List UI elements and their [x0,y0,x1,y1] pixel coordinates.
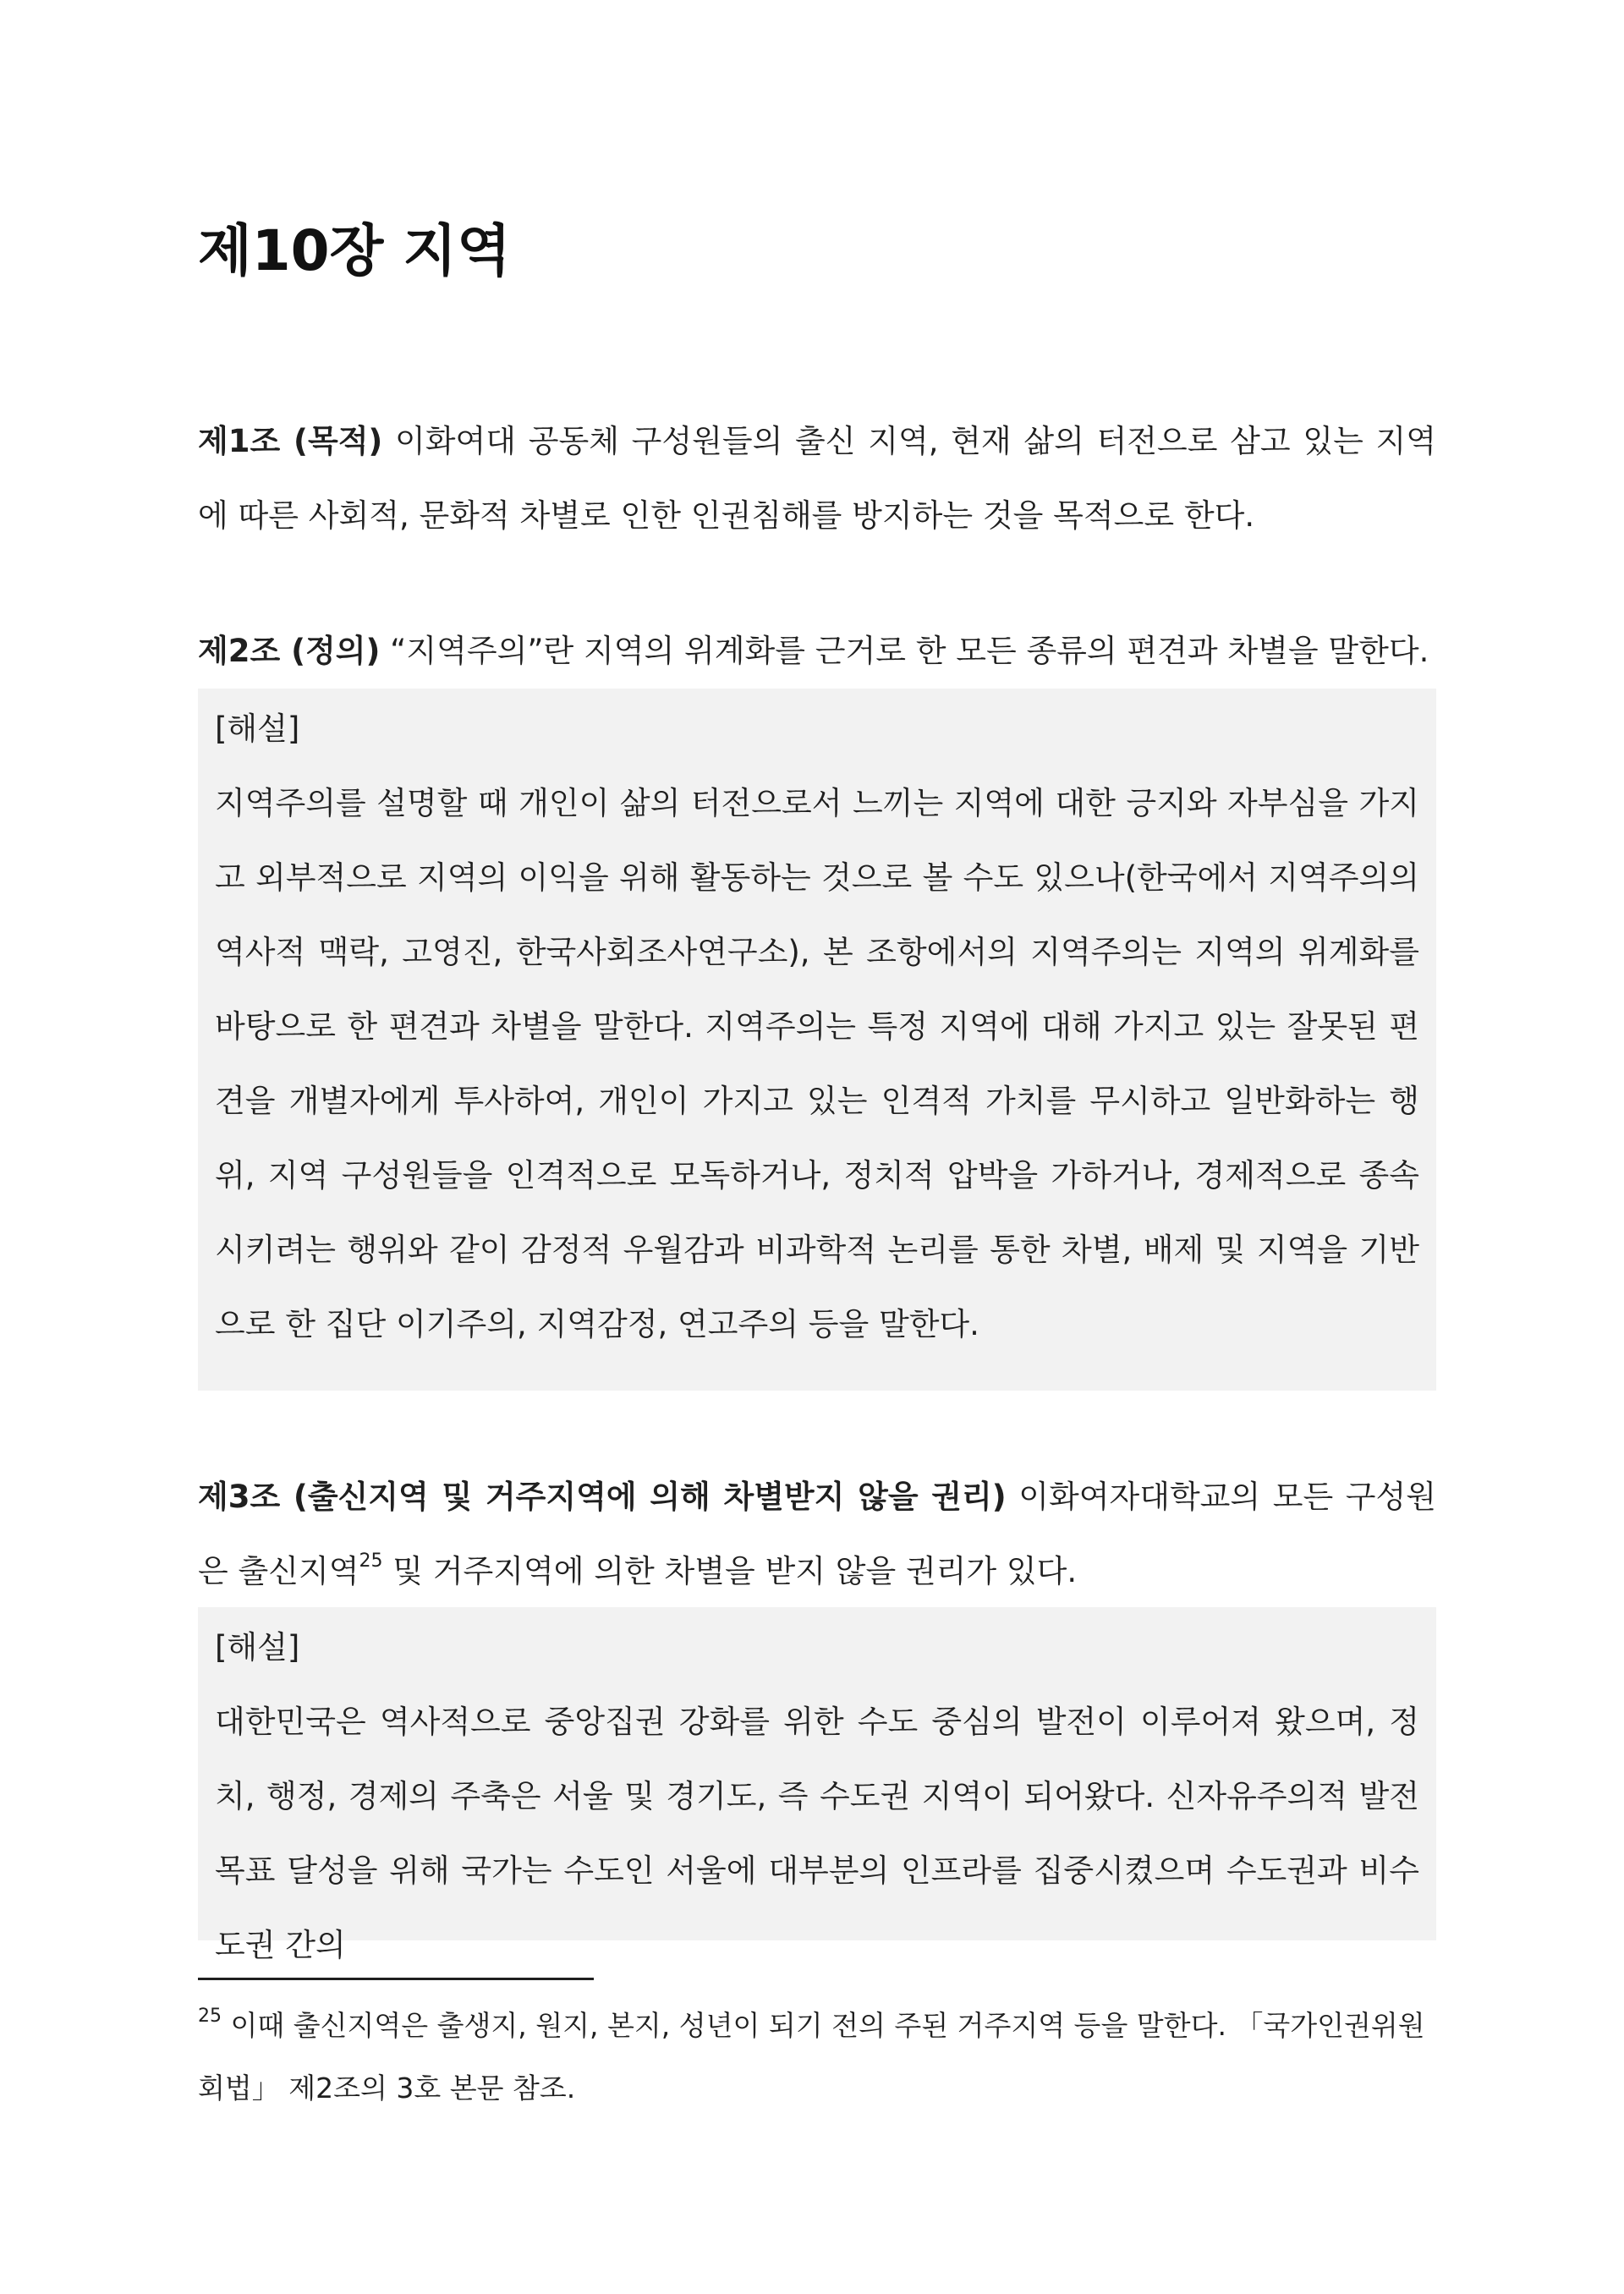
article-3-heading: 제3조 (출신지역 및 거주지역에 의해 차별받지 않을 권리) [198,1479,1007,1515]
article-2-commentary [198,689,1436,1391]
article-2-heading: 제2조 (정의) [198,633,381,669]
commentary-text: 지역주의를 설명할 때 개인이 삶의 터전으로서 느끼는 지역에 대한 긍지와 자부심을 가지고 외부적으로 지역의 이익을 위해 활동하는 것으로 볼 수도 있으나(한국에서 지역주의의 역사적 맥락, 고영진, 한국사회조사연구소), 본 조항에서의 지역주의는 지역의 위계화를 바탕으로 한 편견과 차별을 말한다. 지역주의는 특정 지역에 대해 가지고 있는 잘못된 편견을 개별자에게 투사하여, 개인이 가지고 있는 인격적 가치를 무시하고 일반화하는 행위, 지역 구성원들을 인격적으로 모독하거나, 정치적 압박을 가하거나, 경제적으로 종속시키려는 행위와 같이 감정적 우월감과 비과학적 논리를 통한 차별, 배제 및 지역을 기반으로 한 집단 이기주의, 지역감정, 연고주의 등을 말한다. [215,785,1419,1342]
commentary-label: [해설] [215,1629,300,1666]
article-2 [198,614,1436,689]
footnote-divider [198,1978,594,1980]
article-1-heading: 제1조 (목적) [198,423,383,459]
footnote [198,1995,1436,2120]
commentary-text: 대한민국은 역사적으로 중앙집권 강화를 위한 수도 중심의 발전이 이루어져 왔으며, 정치, 행정, 경제의 주축은 서울 및 경기도, 즉 수도권 지역이 되어왔다. 신자유주의적 발전 목표 달성을 위해 국가는 수도인 서울에 대부분의 인프라를 집중시켰으며 수도권과 비수도권 간의 [215,1704,1419,1963]
footnote-number: 25 [198,2006,222,2027]
article-3-text-after: 및 거주지역에 의한 차별을 받지 않을 권리가 있다. [382,1553,1078,1589]
article-3-commentary [198,1607,1436,1963]
article-1 [198,404,1436,553]
article-2-text: “지역주의”란 지역의 위계화를 근거로 한 모든 종류의 편견과 차별을 말한다. [380,633,1429,669]
commentary-label: [해설] [215,711,300,747]
article-3 [198,1460,1436,1609]
chapter-title: 제10장 지역 [198,218,511,283]
footnote-ref: 25 [359,1550,383,1572]
footnote-text: 이때 출신지역은 출생지, 원지, 본지, 성년이 되기 전의 주된 거주지역 등을 말한다. 「국가인권위원회법」 제2조의 3호 본문 참조. [198,2009,1425,2105]
article-1-text: 이화여대 공동체 구성원들의 출신 지역, 현재 삶의 터전으로 삼고 있는 지역에 따른 사회적, 문화적 차별로 인한 인권침해를 방지하는 것을 목적으로 한다. [198,423,1436,534]
article-3-text-before: 이화여자대학교의 모든 구성원은 출신지역 [198,1479,1437,1589]
